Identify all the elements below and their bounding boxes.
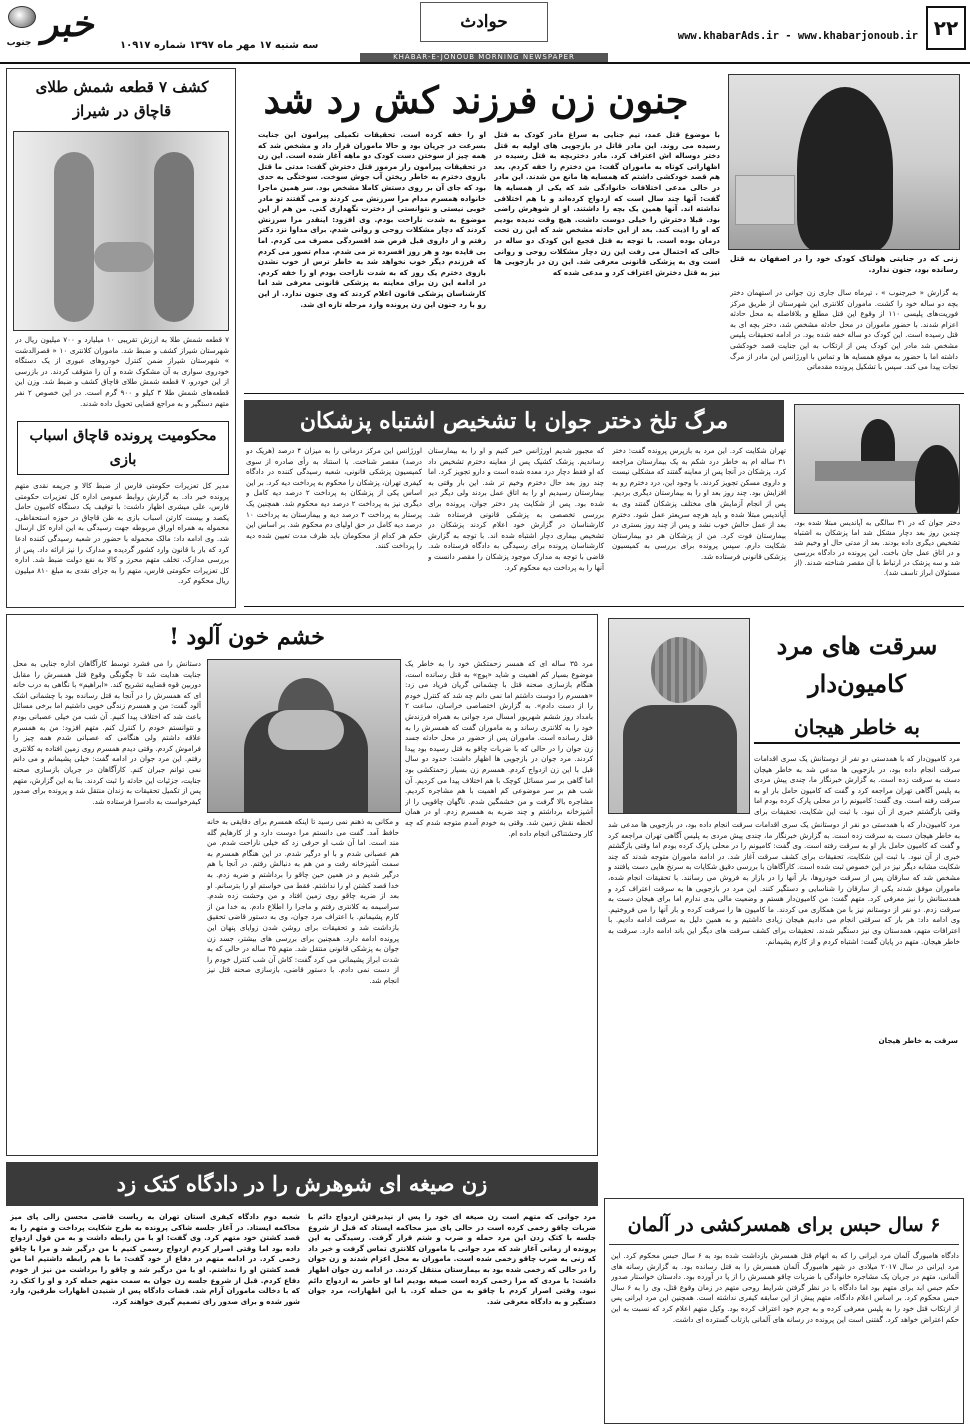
story-court-col1: مرد جوانی که متهم است زن صیغه ای خود را پس از نپذیرفتن ازدواج دائم با ضربات چاقو زخمی کرده است در حالی پای میز محاکمه ایستاد که قبل از شروع جلسه با کتک زدن این مرد حمله و ضرب و شتم قرار گرفت. رسیدگی به این پرونده از زمانی آغاز شد که مرد جوانی با ماموران کلانتری تماس گرفت و خبر داد که زنی به ضرب چاقو زخمی شده است. ماموران به محل اعزام شدند و زن جوان را در حالی که زخمی شده بود به بیمارستان منتقل کردند. در ادامه زن جوان اظهار داشت: با مردی که مرا زخمی کرده است صیغه بودیم اما او حاضر به ازدواج دائم نبود. وقتی اصرار کردم با چاقو به من حمله کرد. با این اظهارات، مرد جوان دستگیر و به دادگاه معرفی شد. (308, 1212, 596, 1306)
story-anger-col2: و مکانی به ذهنم نمی رسید تا اینکه همسرم برای دقایقی به خانه حافظ آمد. گفت می دانستم مرا دوست دارد و از کارهایم گله مند است. اما آن شب او حرفی زد که خیلی ناراحت شدم. من هم عصبانی شدم و با او درگیر شدم. در این هنگام همسرم به سمت آشپزخانه رفت و من هم به دنبالش رفتم. در آنجا با هم درگیر شدیم و در همین حین چاقو را برداشتم و ضربه زدم. به خدا قصد کشتن او را نداشتم. فقط می خواستم او را بترسانم. او بعد از ضربه چاقو روی زمین افتاد و من وحشت زده شدم. سراسیمه به کلانتری رفتم و ماجرا را اطلاع دادم. به خدا من از کارم پشیمانم. با اعتراف مرد جوان، وی به دستور قاضی تحقیق بازداشت شد و تحقیقات برای روشن شدن زوایای پنهان این پرونده ادامه دارد. همچنین برای بررسی های بیشتر، جسد زن جوان به پزشکی قانونی منتقل شد. متهم ۳۵ ساله در حالی که به شدت ابراز پشیمانی می کرد گفت: کاش آن شب کنترل خودم را از دست نمی دادم. با دستور قاضی، بازسازی صحنه قتل نیز انجام شد. (207, 817, 399, 985)
woman-caption: زنی که در جنایتی هولناک کودک خود را در اصفهان به قتل رسانده بود، جنون ندارد. (730, 254, 958, 274)
toys-headline: محکومیت پرونده قاچاق اسباب بازی (17, 421, 229, 475)
gold-headline: کشف ۷ قطعه شمش طلای قاچاق در شیراز (35, 78, 209, 120)
story-doctors (244, 398, 964, 608)
story-truck-headline-1: سرقت های مرد (776, 631, 938, 660)
logo-subtext: جنوب (6, 38, 32, 48)
story-doctors-col2: که مجبور شدیم اورژانس خبر کنیم و او را به بیمارستان رساندیم. پزشک کشیک پس از معاینه دخترم تشخیص داد که او فقط دچار درد معده شده است و دارو تجویز کرد. اما چند روز بعد حال دخترم وخیم تر شد. این بار وقتی به بیمارستان رسیدیم او را به اتاق عمل بردند ولی دیگر دیر شده بود. پس از شکایت پدر دختر جوان، پرونده برای بررسی تخصصی به پزشکی قانونی فرستاده شد. کارشناسان در گزارش خود اعلام کردند پزشکان در تشخیص بیماری دچار اشتباه شده اند. با توجه به گزارش کارشناسان پرونده برای رسیدگی به دادگاه فرستاده شد. قاضی با توجه به مدارک موجود پزشکان را مقصر دانست و آنها را به پرداخت دیه محکوم کرد. (428, 446, 604, 572)
courtroom-caption: دختر جوان که در ۳۱ سالگی به آپاندیس مبتلا شده بود، چندین روز بعد دچار مشکل شد اما پزشکان به اشتباه تشخیص دیگری داده بودند. بعد از مدتی حال او وخیم شد و در اتاق عمل جان باخت. این پرونده در دادگاه بررسی شد و سه پزشک در ارتباط با آن مقصر شناخته شدند. (از مسئولان ابراز تاسف شد). (794, 519, 960, 577)
story-insanity-headline: جنون زن فرزند کش رد شد (263, 78, 689, 122)
masthead (0, 0, 970, 62)
story-anger-headline: خشم خون آلود ! (169, 624, 325, 650)
crying-man-photo (207, 659, 401, 813)
story-doctors-col1: تهران شکایت کرد. این مرد به بازپرس پرونده گفت: دختر ۳۱ ساله ام به خاطر درد شکم به یک بیمارستان مراجعه کرد. پزشکان در آنجا پس از معاینه گفتند که مشکلی نیست و داروی مسکن تجویز کردند. با وجود این، درد دخترم رو به افزایش بود. چند روز بعد او را به بیمارستان دیگری بردیم. پس از انجام آزمایش های مختلف پزشکان گفتند وی به آپاندیس مبتلا شده و باید هرچه سریعتر عمل شود. دخترم بعد از عمل حالش خوب نشد و پس از چند روز بستری در بیمارستان فوت کرد. من از پزشکان هر دو بیمارستان شکایت دارم. سپس پرونده برای بررسی به کمیسیون پزشکی قانونی فرستاده شد. (612, 446, 786, 561)
story-truck-subhead: سرقت به خاطر هیجان (854, 1036, 958, 1048)
story-doctors-col3: اورژانس این مرکز درمانی را به میزان ۴ درصد (هریک دو درصد) مقصر شناخت. با استناد به رأی صادره از سوی کمیسیون پزشکی قانونی، شعبه رسیدگی کننده در دادگاه کیفری تهران، پزشکان را محکوم به پرداخت دیه کرد. بر این اساس یکی از پزشکان به پرداخت ۲ درصد دیه کامل و دیگری نیز به پرداخت ۲ درصد دیه محکوم شد. همچنین یک پرستار به پرداخت ۴ درصد دیه و بیمارستان به پرداخت ۱۰ درصد دیه کامل در حق اولیای دم محکوم شد. بر اساس این حکم هر کدام از محکومان باید ظرف مدت تعیین شده دیه را پرداخت کنند. (246, 446, 422, 551)
logo-text: خبر (39, 3, 101, 45)
story-court-col2: شعبه دوم دادگاه کیفری استان تهران به ریاست قاضی محسن زالی پای میز محاکمه ایستاد. در آغاز جلسه شاکی پرونده به طرح شکایت پرداخت و متهم را به قصد کشتن خود متهم کرد. وی گفت: او با من رابطه داشت و به من قول ازدواج داده بود اما وقتی اصرار کردم ازدواج رسمی کنیم با من درگیر شد و مرا با چاقو زخمی کرد. در ادامه متهم در دفاع از خود گفت: ما با هم رابطه داشتیم اما من قصد کشتن او را نداشتم. او با من درگیر شد و چاقو را برداشت من نیز از خودم دفاع کردم. قبل از شروع جلسه زن جوان به سمت متهم حمله کرد و او را کتک زد که با دخالت ماموران آرام شد. قضات دادگاه پس از شنیدن اظهارات طرفین، وارد شور شده و برای صدور رای تصمیم گیری خواهند کرد. (10, 1212, 300, 1306)
story-germany (604, 1198, 964, 1424)
story-anger-col1: مرد ۳۵ ساله ای که همسر زحمتکش خود را به خاطر یک موضوع بسیار کم اهمیت و شاید «پوچ» به قتل رسانده است، هنگام بازسازی صحنه قتل با چشمانی گریان فریاد می زد: «همسرم را دوست داشتم اما نمی دانم چه شد که کنترل خودم را از دست دادم». به گزارش اختصاصی خراسان، ساعت ۲ بامداد روز ششم شهریور امسال مرد جوانی به همراه فرزندش خود را به کلانتری رساند و به ماموران گفت که همسرش را به قتل رسانده است. ماموران پس از حضور در محل حادثه جسد زن جوان را در حالی که با ضربات چاقو به قتل رسیده بود پیدا کردند. مرد جوان در بازجویی ها اظهار داشت: حدود دو سال قبل با این زن ازدواج کردم. همسرم زن بسیار زحمتکشی بود اما گاهی بر سر مسائل کوچک با هم اختلاف پیدا می کردیم. آن شب هم بر سر موضوعی کم اهمیت با هم مشاجره کردیم. مشاجره بالا گرفت و من خشمگین شدم. ناگهان چاقویی را از آشپزخانه برداشتم و چند ضربه به همسرم زدم. او در همان لحظه نقش زمین شد. وقتی به خودم آمدم متوجه شدم که چه کار وحشتناکی انجام داده ام. (405, 659, 593, 838)
story-court-headline: زن صیغه ای شوهرش را در دادگاه کتک زد (6, 1162, 598, 1206)
story-truck-body: مرد کامیون‌دار که با همدستی دو نفر از دوستانش یک سری اقدامات سرقت انجام داده بود، در بازجویی ها مدعی شد به خاطر هیجان دست به سرقت زده است. به گزارش خبرنگار ما، چندی پیش مردی به پلیس آگاهی تهران مراجعه کرد و گفت که کامیون حامل بار او به سرقت رفته است. وی گفت: کامیونم را در محلی پارک کرده بودم اما وقتی بازگشتم خبری از آن نبود. با ثبت این شکایت، تحقیقات برای (754, 754, 960, 816)
story-germany-headline: ۶ سال حبس برای همسرکشی در آلمان (609, 1205, 959, 1245)
story-doctors-headline: مرگ تلخ دختر جوان با تشخیص اشتباه پزشکان (244, 400, 784, 442)
story-insanity-col1: به گزارش « خبرجنوب » ، تیرماه سال جاری زن جوانی در استهمان دختر بچه دو ساله خود را کشت. ماموران کلانتری این شهرستان از طریق مرکز فوریت‌های پلیسی ۱۱۰ از وقوع این قتل مطلع و بلافاصله به محل حادثه اعزام شدند. با حضور ماموران در محل حادثه مشخص شد، دختر بچه ای به قتل رسیده است. این کودک دو ساله خفه شده بود. در ادامه تحقیقات پلیس مشخص شد مادر این کودک پس از ارتکاب به این جنایت قصد خودکشی داشته اما با حضور به موقع همسایه ها و تماس با اورژانس این مادر از مرگ نجات پیدا می کند. سپس با تشکیل پرونده مقدماتی (730, 288, 958, 372)
story-insanity (244, 68, 964, 394)
issue-date: سه شنبه ۱۷ مهر ماه ۱۳۹۷ شماره ۱۰۹۱۷ (120, 40, 319, 51)
gold-body: ۷ قطعه شمش طلا به ارزش تقریبی ۱۰ میلیارد و ۷۰۰ میلیون ریال در شهرستان شیراز کشف و ضبط شد. ماموران کلانتری ۱۰ « قصرالدشت » شهرستان شیراز ضمن کنترل خودروهای عبوری از یک دستگاه خودروی سواری به آن مشکوک شده و آن را متوقف کردند. در بازرسی از این خودرو، ۷ قطعه شمش طلای قاچاق کشف و ضبط شد. وزن این قطعه‌های شمش طلا ۳ کیلو و ۹۰۰ گرم است. در این خصوص ۲ نفر متهم دستگیر و به مراجع قضایی تحویل داده شدند. (15, 335, 229, 408)
story-truck-headline-3: به خاطر هیجان (754, 710, 960, 744)
website-url[interactable]: www.khabarAds.ir - www.khabarjonoub.ir (677, 30, 918, 42)
english-banner: KHABAR-E-JONOUB MORNING NEWSPAPER (360, 53, 608, 62)
story-germany-body: دادگاه هامبورگ آلمان مرد ایرانی را که به اتهام قتل همسرش بازداشت شده بود به ۶ سال حبس محکوم کرد. این مرد ایرانی در سال ۲۰۱۷ میلادی در شهر هامبورگ آلمان همسرش را به قتل رسانده بود. به گزارش رسانه های آلمانی، متهم در جریان یک مشاجره خانوادگی با ضربات چاقو همسرش را از پا در آورده بود. دادستان خواستار صدور حکم حبس ابد برای متهم بود اما دادگاه با در نظر گرفتن شرایط روحی متهم در زمان وقوع قتل، وی را به ۶ سال حبس محکوم کرد. بر اساس اعلام دادگاه، متهم پیش از این سابقه کیفری نداشته است. همچنین این مرد ایرانی پس از ارتکاب قتل خود را به پلیس معرفی کرده و به جرم خود اعتراف کرده بود. وکیل متهم اعلام کرد که نسبت به این حکم اعتراض خواهد کرد. گفتنی است این پرونده در رسانه های آلمانی بازتاب گسترده ای داشت. (611, 1251, 959, 1324)
story-court (6, 1162, 598, 1424)
story-truck-body-cont: مرد کامیون‌دار که با همدستی دو نفر از دوستانش یک سری اقدامات سرقت انجام داده بود، در بازجویی ها مدعی شد به خاطر هیجان دست به سرقت زده است. به گزارش خبرنگار ما، چندی پیش مردی به پلیس آگاهی تهران مراجعه کرد و گفت که کامیون حامل بار او به سرقت رفته است. وی گفت: کامیونم را در محلی پارک کرده بودم اما وقتی بازگشتم خبری از آن نبود. با ثبت این شکایت، تحقیقات برای کشف سرقت آغاز شد. در ادامه ماموران متوجه شدند که چند شکایت مشابه دیگر نیز در این خصوص ثبت شده است. کارآگاهان با بررسی دقیق شکایات به سرنخ هایی دست یافتند و مشخص شد که سارقان پس از سرقت خودروها، بار آنها را در بازار به فروش می رسانند. با تحقیقات انجام شده، ماموران موفق شدند یکی از سارقان را شناسایی و دستگیر کنند. این مرد در بازجویی ها به سرقت اعتراف کرد و همدستانش را نیز معرفی کرد. متهم گفت: من کامیون‌دار هستم و وضعیت مالی بدی ندارم اما برای هیجان دست به سرقت زدم. دو نفر از دوستانم نیز با من همکاری می کردند. ما کامیون ها را سرقت کرده و بار آنها را می فروختیم. وی ادامه داد: هر بار که سرقتی انجام می دادیم هیجان زیادی داشتیم و به همین دلیل به سرقت ادامه دادیم. با اعترافات متهم، همدستان وی نیز دستگیر شدند. تحقیقات برای کشف سرقت های دیگر این باند ادامه دارد. سرقت به خاطر هیجان. متهم در پایان گفت: اشتباه کردم و از کارم پشیمانم. (608, 820, 960, 946)
hands-photo (13, 131, 229, 331)
page-number: ۲۲ (926, 6, 966, 50)
woman-photo (728, 74, 960, 250)
story-anger-col3: دستانش را می فشرد توسط کارآگاهان اداره جنایی به محل جنایت هدایت شد تا چگونگی وقوع قتل همسرش را مقابل دوربین قوه قضاییه تشریح کند. «ابراهیم» با نگاهی به درب خانه ای که همسرش را در آنجا به قتل رسانده بود با چشمانی اشک آلود گفت: من و همسرم زندگی خوبی داشتیم اما برخی مسائل باعث شد که اختلاف پیدا کنیم. آن شب من خیلی عصبانی بودم و نتوانستم خودم را کنترل کنم. متهم افزود: من به همسرم علاقه داشتم ولی هنگامی که عصبانی شدم همه چیز را فراموش کردم. وقتی دیدم همسرم روی زمین افتاده به کلانتری رفتم. این مرد جوان در ادامه گفت: خیلی پشیمانم و می دانم نمی توانم جبران کنم. کارآگاهان در جریان بازسازی صحنه جنایت، جزئیات این حادثه را ثبت کردند. بنا به این گزارش، متهم پس از تکمیل تحقیقات به زندان منتقل شد و پرونده برای صدور کیفرخواست به دادسرا فرستاده شد. (13, 659, 201, 806)
suspect-photo (608, 618, 750, 814)
toys-body: مدیر کل تعزیرات حکومتی فارس از ضبط کالا و جریمه نقدی متهم پرونده خبر داد. به گزارش روابط عمومی اداره کل تعزیرات حکومتی فارس، علی میشری اظهار داشت: با توقیف یک دستگاه کامیون حامل یکصد و بیست کارتن اسباب بازی به ظن قاچاق در حوزه استحفاظی، محموله به همراه اوراق مربوطه جهت رسیدگی به این اداره کل ارسال شد. وی ادامه داد: مالک محموله با حضور در شعبه رسیدگی کننده ادعا کرد که بار با قانون وارد کشور گردیده و مدارک را نیز ارائه داد. پس از بررسی مدارک، تخلف متهم محرز و کالا به نفع دولت ضبط شد. اداره کل تعزیرات حکومتی فارس، متهم را به جزای نقدی به مبلغ ۸۱۰ میلیون ریال محکوم کرد. (15, 481, 229, 586)
logo (4, 2, 116, 58)
story-insanity-col3: او را خفه کرده است. تحقیقات تکمیلی پیرامون این جنایت بسرعت در جریان بود و حالا ماموران قرار داد و مشخص شد که همه چیز از سوختن دست کودک دو ماهه آغاز شده است. این زن در تحقیقات پیرامون راز مرموز قتل دخترش گفت: مدتی ما قتل بازوی دخترم به خاطر ریختن آب جوش سوخت. سوختگی به حدی بود که جای آن بر روی دستش کاملا مشخص بود. سر همین ماجرا خانواده همسرم مدام مرا سرزنش می کردند و می گفتند تو مادر خوبی نیستی و نتوانستی از دخترت نگهداری کنی. من هم از این موضوع به شدت ناراحت بودم. وی افزود: اینقدر مرا سرزنش کردند که دچار مشکلات روحی و روانی شدم. برای مداوا نزد دکتر رفتم و از داروی قبل قرص ضد افسردگی مصرف می کردم. اما بی فایده بود و هر روز افسرده تر می شدم. مدام تصور می کردم که فرزندم دیگر خوب نخواهد شد به خاطر ترس از خوب نشدن بازوی دخترم یک روز که به شدت ناراحت بودم او را خفه کردم. در ادامه این زن برای معاینه به پزشکی قانونی معرفی شد اما کارشناسان پزشکی قانون اعلام کردند که وی جنون ندارد. از این رو با رد جنون این زن پرونده وارد مرحله تازه ای شد. (258, 130, 486, 309)
section-label: حوادث (420, 2, 548, 42)
story-truck (604, 614, 964, 1194)
courtroom-photo (794, 404, 960, 514)
sidebar (6, 68, 236, 608)
story-insanity-col2: با موضوع قتل عمد، تیم جنایی به سراغ مادر کودک به قتل رسیده می روند. این مادر قاتل در بازجویی های اولیه به قتل دختر دوساله اش اعتراف کرد. مادر دختربچه به قتل رسیده در اظهاراتی کوتاه به ماموران گفت: من دخترم را خفه کردم. بعد هم قصد خودکشی داشتم که همسایه ها مانع من شدند. این مادر در حالی مدعی اختلافات خانوادگی شد که یکی از همسایه ها گفت: آنها چند سال است که ازدواج کرده‌اند و با هم اختلافی نداشته اند. آنها همین یک بچه را داشتند. او از شوهرش راضی بود. قبلا دخترش را خیلی دوست داشت. هیچ وقت ندیده بودیم که او را اذیت کند. بعد از این حادثه مشخص شد که این زن تحت درمان بوده است. با توجه به قتل فجیع این کودک دو ساله در حالی که احتمال می رفت این زن دچار مشکلات روحی و روانی است وی به پزشکی قانونی معرفی شد. این زن در بازجویی ها نیز به قتل دخترش اعتراف کرد و مدعی شده که (494, 130, 720, 277)
story-truck-headline-2: کامیون‌دار (808, 669, 906, 698)
story-anger (6, 614, 598, 1156)
header-rule (0, 62, 970, 64)
